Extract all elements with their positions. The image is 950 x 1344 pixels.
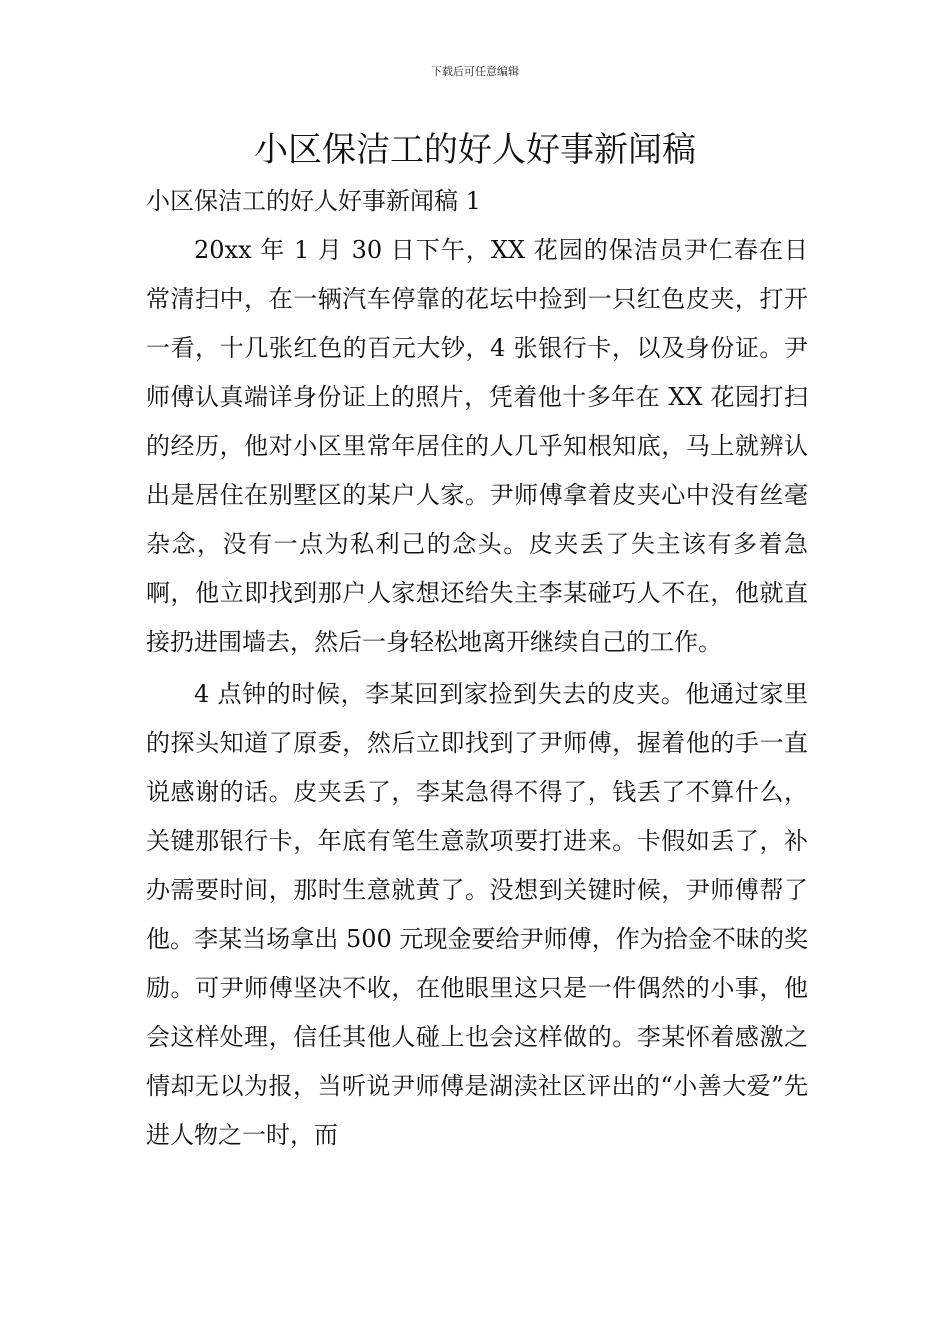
document-subtitle: 小区保洁工的好人好事新闻稿 1: [146, 187, 481, 215]
document-title: 小区保洁工的好人好事新闻稿: [254, 130, 696, 170]
paragraph: 4 点钟的时候，李某回到家捡到失去的皮夹。他通过家里的探头知道了原委，然后立即找到了尹师傅，握着他的手一直说感谢的话。皮夹丢了，李某急得不得了，钱丢了不算什么，关键那银行卡，年底有笔生意款项要打进来。卡假如丢了，补办需要时间，那时生意就黄了。没想到关键时候，尹师傅帮了他。李某当场拿出 500 元现金要给尹师傅，作为拾金不昧的奖励。可尹师傅坚决不收，在他眼里这只是一件偶然的小事，他会这样处理，信任其他人碰上也会这样做的。李某怀着感激之情却无以为报，当听说尹师傅是湖渎社区评出的“小善大爱”先进人物之一时，而: [146, 680, 808, 1149]
paragraph: 20xx 年 1 月 30 日下午，XX 花园的保洁员尹仁春在日常清扫中，在一辆汽车停靠的花坛中捡到一只红色皮夹，打开一看，十几张红色的百元大钞，4 张银行卡，以及身份证。尹师傅认真端详身份证上的照片，凭着他十多年在 XX 花园打扫的经历，他对小区里常年居住的人几乎知根知底，马上就辨认出是居住在别墅区的某户人家。尹师傅拿着皮夹心中没有丝毫杂念，没有一点为私利己的念头。皮夹丢了失主该有多着急啊，他立即找到那户人家想还给失主李某碰巧人不在，他就直接扔进围墙去，然后一身轻松地离开继续自己的工作。: [146, 236, 808, 656]
header-note: 下载后可任意编辑: [431, 65, 519, 78]
document-body: [146, 226, 808, 1160]
